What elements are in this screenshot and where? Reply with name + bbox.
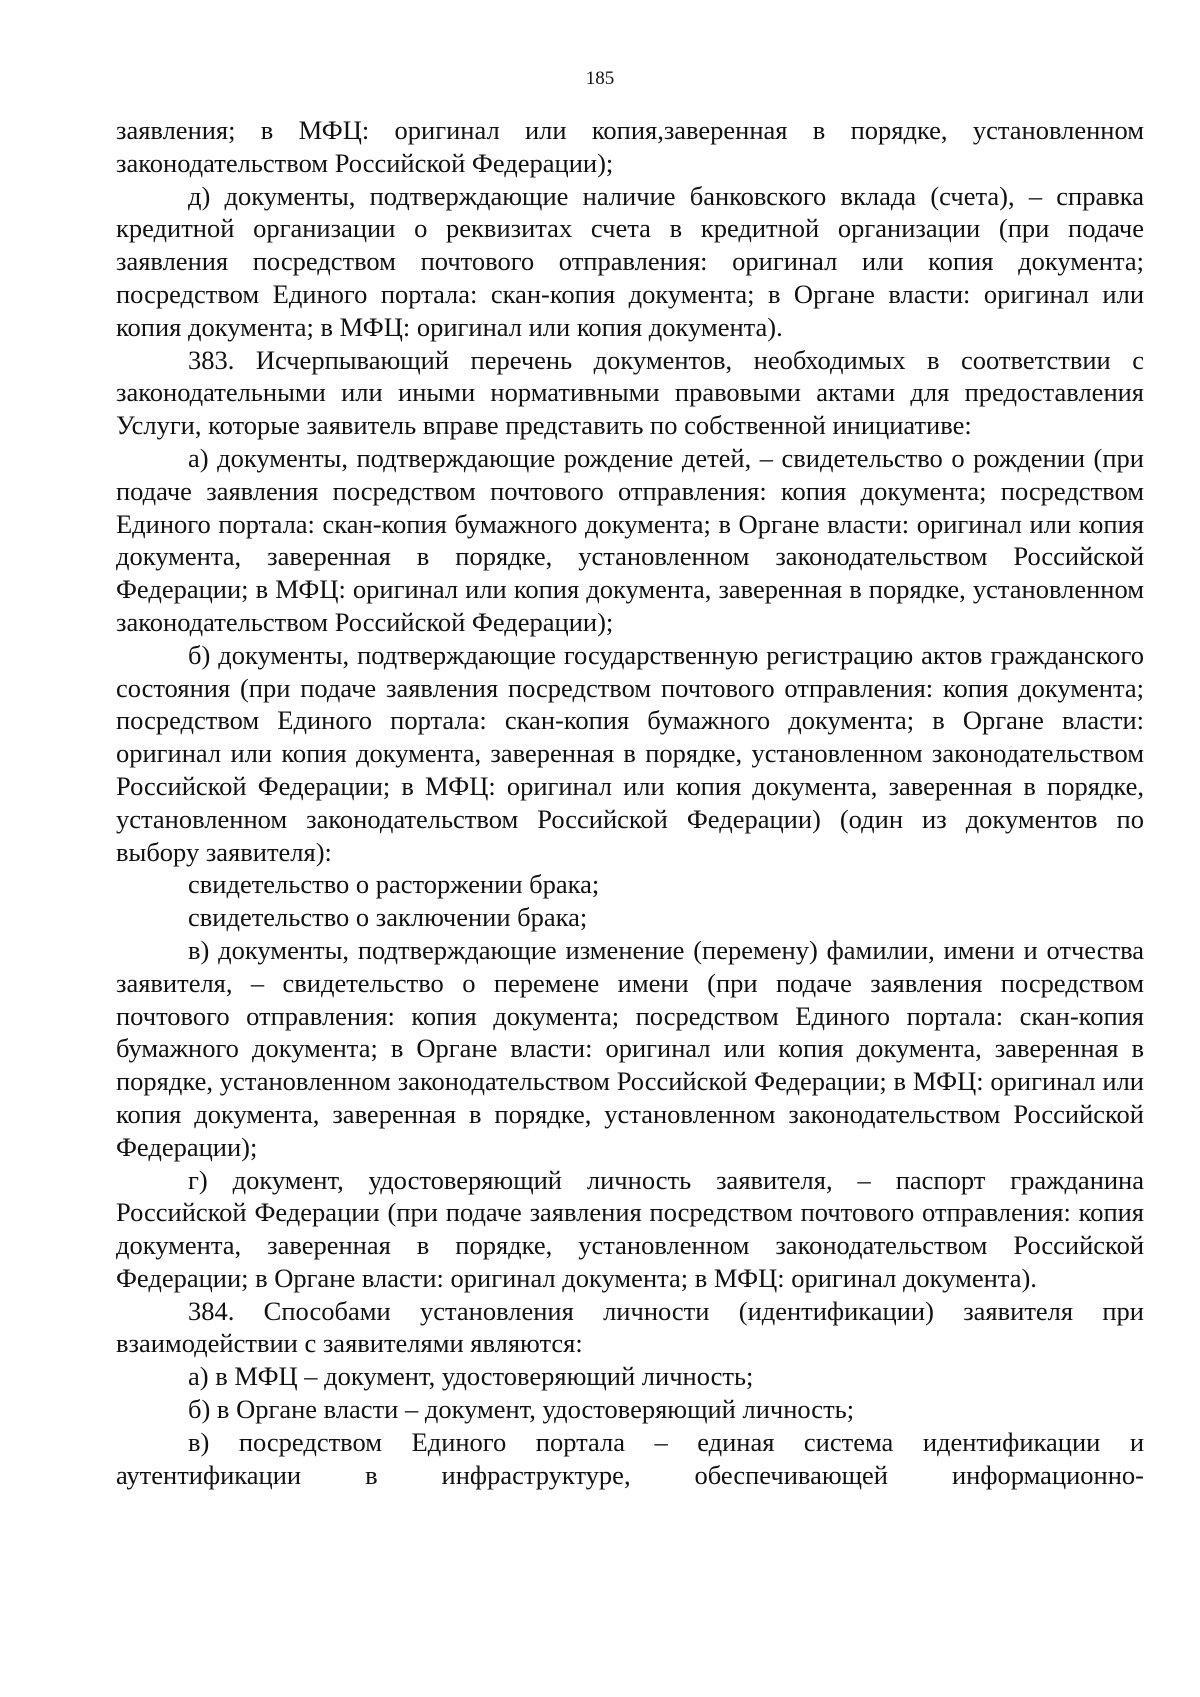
paragraph-383: 383. Исчерпывающий перечень документов, необходимых в соответствии с законодательными или иными нормативными правовыми актами для предоставления Услуги, которые заявитель вправе представить по собственной инициативе: [116, 344, 1144, 441]
paragraph-384: 384. Способами установления личности (идентификации) заявителя при взаимодействии с заявителями являются: [116, 1295, 1144, 1359]
list-item-marriage-certificate: свидетельство о заключении брака; [188, 902, 588, 933]
paragraph-item-g-identity-document: г) документ, удостоверяющий личность заявителя, – паспорт гражданина Российской Федерации (при подаче заявления посредством почтового отправления: копия документа, заверенная в порядке, установленном законодательством Российской Федерации; в Органе власти: оригинал документа; в МФЦ: оригинал документа). [116, 1164, 1144, 1293]
paragraph-item-b-civil-status: б) документы, подтверждающие государственную регистрацию актов гражданского состояния (при подаче заявления посредством почтового отправления: копия документа; посредством Единого портала: скан-копия бумажного документа; в Органе власти: оригинал или копия документа, заверенная в порядке, установленном законодательством Российской Федерации; в МФЦ: оригинал или копия документа, заверенная в порядке, установленном законодательством Российской Федерации) (один из документов по выбору заявителя): [116, 639, 1144, 867]
list-item-mfc: а) в МФЦ – документ, удостоверяющий личность; [188, 1361, 754, 1392]
paragraph-item-v-portal: в) посредством Единого портала – единая система идентификации и аутентификации в инфраструктуре, обеспечивающей информационно- [116, 1426, 1144, 1490]
page-number: 185 [585, 68, 615, 89]
paragraph-item-d-bank-deposit: д) документы, подтверждающие наличие банковского вклада (счета), – справка кредитной организации о реквизитах счета в кредитной организации (при подаче заявления посредством почтового отправления: оригинал или копия документа; посредством Единого портала: скан-копия документа; в Органе власти: оригинал или копия документа; в МФЦ: оригинал или копия документа). [116, 180, 1144, 342]
paragraph-continuation: заявления; в МФЦ: оригинал или копия,заверенная в порядке, установленном законодательством Российской Федерации); [116, 115, 1144, 178]
list-item-authority: б) в Органе власти – документ, удостоверяющий личность; [188, 1394, 855, 1425]
list-item-divorce-certificate: свидетельство о расторжении брака; [188, 869, 600, 900]
document-body [116, 114, 1144, 1491]
paragraph-item-v-name-change: в) документы, подтверждающие изменение (перемену) фамилии, имени и отчества заявителя, – свидетельство о перемене имени (при подаче заявления посредством почтового отправления: копия документа; посредством Единого портала: скан-копия бумажного документа; в Органе власти: оригинал или копия документа, заверенная в порядке, установленном законодательством Российской Федерации; в МФЦ: оригинал или копия документа, заверенная в порядке, установленном законодательством Российской Федерации); [116, 934, 1144, 1162]
paragraph-item-a-birth: а) документы, подтверждающие рождение детей, – свидетельство о рождении (при подаче заявления посредством почтового отправления: копия документа; посредством Единого портала: скан-копия бумажного документа; в Органе власти: оригинал или копия документа, заверенная в порядке, установленном законодательством Российской Федерации; в МФЦ: оригинал или копия документа, заверенная в порядке, установленном законодательством Российской Федерации); [116, 442, 1144, 637]
